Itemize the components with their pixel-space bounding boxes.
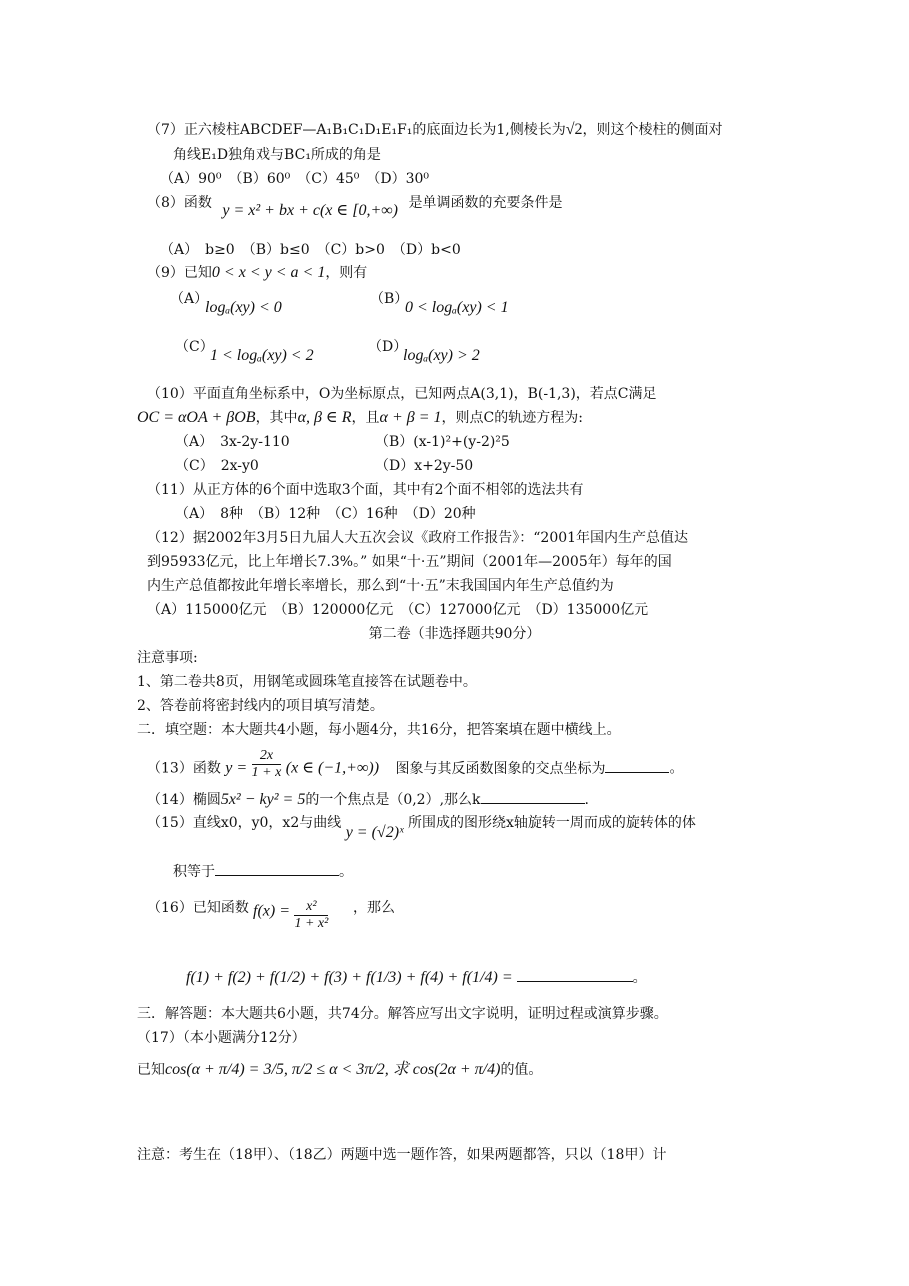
q13-num: 2x [252,748,282,765]
q12-line3: 内生产总值都按此年增长率增长，那么到“十·五”末我国国内年生产总值约为 [147,578,614,594]
q7-sqrt: √2 [565,121,583,138]
q9-b-label: （B） [370,291,409,307]
q10-sum: α + β = 1 [379,409,442,426]
q10-line2f: ，则点C的轨迹方程为: [441,410,583,426]
q9-line [147,263,367,283]
q13-end: 。 [669,760,684,777]
q8-prefix: （8）函数 [147,195,212,211]
q7-line1b: ，则这个棱柱的侧面对 [582,122,723,138]
q10-line2 [137,408,583,428]
q9-c-label: （C） [175,339,214,355]
note-line: 注意：考生在（18甲）、（18乙）两题中选一题作答，如果两题都答，只以（18甲）计 [137,1147,667,1163]
q16-fx [253,895,329,931]
q7-line1-text: （7）正六棱柱ABCDEF—A₁B₁C₁D₁E₁F₁的底面边长为1,侧棱长为 [147,122,566,138]
q13-prefix: （13）函数 [147,760,221,777]
q8-suffix: 是单调函数的充要条件是 [408,195,563,211]
q14-prefix: （14）椭圆 [147,792,221,808]
q13-fraction [252,748,282,781]
q15-answer-blank[interactable] [215,861,339,876]
q13-suffix: 图象与其反函数图象的交点坐标为 [395,760,606,777]
q17-line [137,1060,542,1080]
q8-line [147,193,563,219]
part2-title: 第二卷（非选择题共90分） [368,626,541,642]
q14-answer-blank[interactable] [481,789,585,804]
q16-fraction [294,899,328,932]
q16-sum-line [186,967,647,988]
q15-line1a: （15）直线x0，y0，x2与曲线 [147,815,342,831]
q10-alpha-beta: α, β ∈ R [297,409,352,426]
notice-heading: 注意事项: [137,650,198,666]
q16-num: x² [294,899,328,916]
q9-a: logₐ(xy) < 0 [205,299,282,316]
fill-section-title: 二．填空题：本大题共4小题，每小题4分，共16分，把答案填在题中横线上。 [137,722,621,738]
q7-options: （A）90⁰ （B）60⁰ （C）45⁰ （D）30⁰ [160,171,430,187]
q17-formula: cos(α + π/4) = 3/5, π/2 ≤ α < 3π/2, 求 cos(2α + π/4) [165,1061,501,1078]
q15-line2 [173,861,353,882]
q14-formula: 5x² − ky² = 5 [220,791,306,808]
q11-options: （A） 8种 （B）12种 （C）16种 （D）20种 [175,506,476,522]
q16-end: 。 [632,970,647,986]
solve-section-title: 三．解答题：本大题共6小题，共74分。解答应写出文字说明，证明过程或演算步骤。 [137,1006,668,1022]
q16-den: 1 + x² [294,916,329,931]
q10-opt-b: （B）(x-1)²+(y-2)²5 [375,434,510,450]
notice-item-2: 2、答卷前将密封线内的项目填写清楚。 [137,698,384,714]
q9-suffix: ，则有 [325,265,368,281]
q15-curve: y = (√2)ˣ [345,824,404,841]
q10-line2d: ，且 [351,410,380,426]
q13-y: y = [225,759,248,777]
q15-line1b: 所围成的图形绕x轴旋转一周而成的旋转体的体 [408,815,696,831]
q7-line1 [147,120,723,140]
q13-domain: (x ∈ (−1,+∞)) [285,759,380,777]
q12-line1: （12）据2002年3月5日九届人大五次会议《政府工作报告》：“2001年国内生产总值达 [147,530,689,546]
q11-line: （11）从正方体的6个面中选取3个面，其中有2个面不相邻的选法共有 [147,482,584,498]
q9-cond: 0 < x < y < a < 1 [211,264,326,281]
q13-den: 1 + x [251,765,282,780]
q12-options: （A）115000亿元 （B）120000亿元 （C）127000亿元 （D）135000亿元 [147,602,649,618]
q16-answer-blank[interactable] [517,967,633,982]
q8-options: （A） b≥0 （B）b≤0 （C）b>0 （D）b<0 [160,242,461,258]
q9-prefix: （9）已知 [147,265,212,281]
q17-suffix: 的值。 [500,1062,543,1078]
q9-b: 0 < logₐ(xy) < 1 [405,299,509,316]
q10-line1: （10）平面直角坐标系中，O为坐标原点，已知两点A(3,1)，B(-1,3)，若点C满足 [147,386,657,402]
q14-suffix: 的一个焦点是（0,2）,那么k [305,792,481,808]
q16-suffix: ，那么 [353,900,395,916]
q10-opt-a: （A） 3x-2y-110 [175,434,290,450]
q14-line [147,789,589,810]
q10-vector-eq: OC = αOA + βOB [137,409,256,426]
q9-a-label: （A） [170,291,209,307]
q10-opt-d: （D）x+2y-50 [375,458,474,474]
q7-line2: 角线E₁D独角戏与BC₁所成的角是 [173,147,381,163]
q16-sum: f(1) + f(2) + f(1/2) + f(3) + f(1/3) + f(4) + f(1/4) = [186,969,513,986]
notice-item-1: 1、第二卷共8页，用钢笔或圆珠笔直接答在试题卷中。 [137,674,477,690]
q10-line2b: ，其中 [255,410,298,426]
q15-line1 [147,813,696,841]
q16-fx-label: f(x) = [253,902,290,920]
q9-d: logₐ(xy) > 2 [403,347,480,364]
q13-answer-blank[interactable] [605,758,669,773]
q15-line2-text: 积等于 [173,864,215,880]
q17-prefix: 已知 [137,1062,165,1078]
q16-prefix: （16）已知函数 [147,900,249,916]
q8-formula: y = x² + bx + c(x ∈ [0,+∞) [222,202,398,219]
q14-end: . [584,792,589,808]
q12-line2: 到95933亿元，比上年增长7.3%。” 如果“十·五”期间（2001年—2005年）每年的国 [147,554,672,570]
q10-opt-c: （C） 2x-y0 [175,458,259,474]
q13-line [147,748,684,785]
q17-heading: （17）（本小题满分12分） [137,1030,306,1046]
q9-d-label: （D） [368,339,408,355]
q15-end: 。 [339,864,353,880]
q9-c: 1 < logₐ(xy) < 2 [210,347,314,364]
